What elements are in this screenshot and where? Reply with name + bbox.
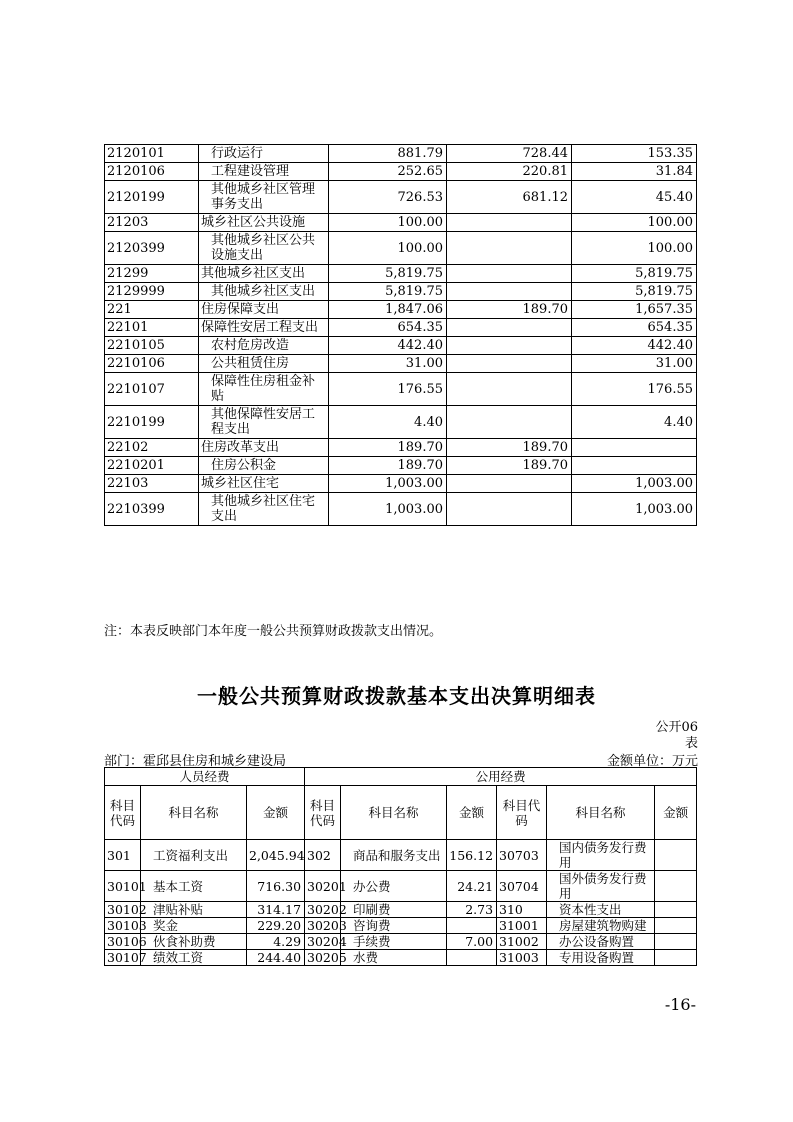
cell-n3: 办公设备购置: [547, 934, 655, 950]
cell-a2: 24.21: [447, 871, 497, 902]
cell-a1: 2,045.94: [247, 840, 305, 871]
cell-basic: 189.70: [447, 439, 572, 457]
cell-total: 654.35: [329, 319, 447, 337]
cell-n2: 商品和服务支出: [341, 840, 447, 871]
cell-project: 45.40: [572, 181, 697, 214]
cell-c1: 30101: [105, 871, 141, 902]
cell-a2: 2.73: [447, 902, 497, 918]
header-code-a: 科目代码: [105, 786, 141, 840]
cell-total: 1,847.06: [329, 301, 447, 319]
cell-a3: [655, 871, 697, 902]
cell-name: 城乡社区住宅: [199, 475, 329, 493]
cell-c3: 31003: [497, 950, 547, 966]
basic-expenditure-table-body: [105, 768, 697, 966]
table-row: [105, 145, 697, 163]
cell-n2: 手续费: [341, 934, 447, 950]
cell-basic: [447, 283, 572, 301]
cell-code: 2120101: [105, 145, 199, 163]
cell-a3: [655, 840, 697, 871]
cell-project: 442.40: [572, 337, 697, 355]
cell-basic: [447, 265, 572, 283]
page-number: -16-: [664, 995, 696, 1014]
cell-name: 住房保障支出: [199, 301, 329, 319]
cell-code: 22103: [105, 475, 199, 493]
cell-c3: 30704: [497, 871, 547, 902]
cell-a2: [447, 950, 497, 966]
table-row: [105, 475, 697, 493]
cell-total: 189.70: [329, 439, 447, 457]
cell-project: 31.84: [572, 163, 697, 181]
cell-project: 100.00: [572, 214, 697, 232]
cell-project: 4.40: [572, 406, 697, 439]
cell-name: 其他城乡社区公共设施支出: [199, 232, 329, 265]
column-header-row: [105, 786, 697, 840]
cell-c3: 30703: [497, 840, 547, 871]
cell-c1: 30103: [105, 918, 141, 934]
basic-expenditure-table: [104, 767, 697, 966]
cell-basic: [447, 373, 572, 406]
cell-c3: 310: [497, 902, 547, 918]
table-row: [105, 902, 697, 918]
cell-n1: 伙食补助费: [141, 934, 247, 950]
cell-name: 住房改革支出: [199, 439, 329, 457]
form-code-suffix: 表: [684, 736, 698, 751]
cell-basic: [447, 232, 572, 265]
cell-total: 189.70: [329, 457, 447, 475]
cell-c2: 30202: [305, 902, 341, 918]
cell-a2: 156.12: [447, 840, 497, 871]
cell-n1: 工资福利支出: [141, 840, 247, 871]
cell-project: 1,003.00: [572, 475, 697, 493]
cell-code: 21203: [105, 214, 199, 232]
cell-total: 442.40: [329, 337, 447, 355]
cell-name: 其他城乡社区支出: [199, 265, 329, 283]
cell-c2: 302: [305, 840, 341, 871]
table-note: 注：本表反映部门本年度一般公共预算财政拨款支出情况。: [104, 624, 443, 639]
cell-a1: 314.17: [247, 902, 305, 918]
cell-total: 726.53: [329, 181, 447, 214]
header-amount-c: 金额: [655, 786, 697, 840]
cell-n1: 奖金: [141, 918, 247, 934]
table-row: [105, 457, 697, 475]
table-row: [105, 439, 697, 457]
cell-a3: [655, 934, 697, 950]
cell-n2: 办公费: [341, 871, 447, 902]
unit-label: 金额单位：万元: [606, 754, 698, 769]
table-row: [105, 840, 697, 871]
cell-name: 公共租赁住房: [199, 355, 329, 373]
cell-c2: 30203: [305, 918, 341, 934]
cell-c3: 31001: [497, 918, 547, 934]
cell-n1: 基本工资: [141, 871, 247, 902]
cell-n2: 咨询费: [341, 918, 447, 934]
cell-code: 2210399: [105, 493, 199, 526]
table-row: [105, 950, 697, 966]
cell-name: 其他城乡社区管理事务支出: [199, 181, 329, 214]
cell-project: 100.00: [572, 232, 697, 265]
cell-basic: 681.12: [447, 181, 572, 214]
cell-code: 2210199: [105, 406, 199, 439]
cell-basic: [447, 319, 572, 337]
cell-total: 1,003.00: [329, 475, 447, 493]
table-row: [105, 265, 697, 283]
table-row: [105, 337, 697, 355]
form-code: 公开06: [655, 720, 698, 735]
cell-basic: 728.44: [447, 145, 572, 163]
cell-total: 881.79: [329, 145, 447, 163]
cell-a2: 7.00: [447, 934, 497, 950]
cell-basic: [447, 475, 572, 493]
cell-a3: [655, 918, 697, 934]
cell-basic: [447, 406, 572, 439]
cell-c2: 30201: [305, 871, 341, 902]
header-code-b: 科目代码: [305, 786, 341, 840]
cell-basic: [447, 337, 572, 355]
table-row: [105, 493, 697, 526]
cell-name: 农村危房改造: [199, 337, 329, 355]
cell-name: 其他城乡社区住宅支出: [199, 493, 329, 526]
cell-n3: 房屋建筑物购建: [547, 918, 655, 934]
cell-c3: 31002: [497, 934, 547, 950]
cell-basic: 220.81: [447, 163, 572, 181]
cell-n1: 绩效工资: [141, 950, 247, 966]
cell-project: 31.00: [572, 355, 697, 373]
cell-name: 保障性住房租金补贴: [199, 373, 329, 406]
cell-code: 2210105: [105, 337, 199, 355]
cell-basic: [447, 355, 572, 373]
header-amount-b: 金额: [447, 786, 497, 840]
table-row: [105, 181, 697, 214]
cell-code: 22101: [105, 319, 199, 337]
cell-name: 城乡社区公共设施: [199, 214, 329, 232]
table-row: [105, 355, 697, 373]
cell-n3: 国内债务发行费用: [547, 840, 655, 871]
cell-a1: 244.40: [247, 950, 305, 966]
cell-n2: 印刷费: [341, 902, 447, 918]
table-row: [105, 301, 697, 319]
cell-basic: 189.70: [447, 301, 572, 319]
cell-total: 5,819.75: [329, 283, 447, 301]
cell-a1: 716.30: [247, 871, 305, 902]
cell-name: 工程建设管理: [199, 163, 329, 181]
cell-a2: [447, 918, 497, 934]
cell-c1: 301: [105, 840, 141, 871]
cell-code: 2210106: [105, 355, 199, 373]
cell-c2: 30205: [305, 950, 341, 966]
table-row: [105, 232, 697, 265]
cell-code: 221: [105, 301, 199, 319]
expenditure-table-body: [105, 145, 697, 526]
table-row: [105, 319, 697, 337]
cell-total: 4.40: [329, 406, 447, 439]
table-row: [105, 918, 697, 934]
cell-code: 2120199: [105, 181, 199, 214]
cell-a3: [655, 902, 697, 918]
cell-project: [572, 439, 697, 457]
section-title: 一般公共预算财政拨款基本支出决算明细表: [197, 684, 596, 708]
group-header-row: [105, 768, 697, 786]
cell-basic: 189.70: [447, 457, 572, 475]
cell-name: 行政运行: [199, 145, 329, 163]
cell-a3: [655, 950, 697, 966]
cell-basic: [447, 214, 572, 232]
department-label: 部门：霍邱县住房和城乡建设局: [104, 754, 287, 769]
cell-total: 176.55: [329, 373, 447, 406]
header-code-c: 科目代码: [497, 786, 547, 840]
cell-project: 153.35: [572, 145, 697, 163]
cell-n1: 津贴补贴: [141, 902, 247, 918]
table-row: [105, 163, 697, 181]
cell-name: 其他城乡社区支出: [199, 283, 329, 301]
group-public-header: 公用经费: [305, 768, 697, 786]
cell-project: 1,003.00: [572, 493, 697, 526]
cell-project: 1,657.35: [572, 301, 697, 319]
cell-total: 252.65: [329, 163, 447, 181]
cell-project: [572, 457, 697, 475]
table-row: [105, 406, 697, 439]
cell-total: 100.00: [329, 214, 447, 232]
cell-code: 2120399: [105, 232, 199, 265]
cell-a1: 229.20: [247, 918, 305, 934]
table-row: [105, 934, 697, 950]
cell-name: 其他保障性安居工程支出: [199, 406, 329, 439]
expenditure-table: [104, 144, 697, 526]
table-row: [105, 283, 697, 301]
cell-n3: 资本性支出: [547, 902, 655, 918]
group-personnel-header: 人员经费: [105, 768, 305, 786]
cell-n2: 水费: [341, 950, 447, 966]
cell-total: 31.00: [329, 355, 447, 373]
cell-project: 176.55: [572, 373, 697, 406]
cell-c1: 30107: [105, 950, 141, 966]
cell-name: 保障性安居工程支出: [199, 319, 329, 337]
cell-code: 2120106: [105, 163, 199, 181]
cell-basic: [447, 493, 572, 526]
cell-total: 100.00: [329, 232, 447, 265]
cell-project: 654.35: [572, 319, 697, 337]
header-name-a: 科目名称: [141, 786, 247, 840]
cell-code: 2210107: [105, 373, 199, 406]
cell-c2: 30204: [305, 934, 341, 950]
cell-n3: 专用设备购置: [547, 950, 655, 966]
cell-c1: 30102: [105, 902, 141, 918]
table-row: [105, 214, 697, 232]
header-name-b: 科目名称: [341, 786, 447, 840]
cell-c1: 30106: [105, 934, 141, 950]
cell-code: 2129999: [105, 283, 199, 301]
cell-n3: 国外债务发行费用: [547, 871, 655, 902]
cell-a1: 4.29: [247, 934, 305, 950]
table-row: [105, 373, 697, 406]
cell-total: 5,819.75: [329, 265, 447, 283]
cell-total: 1,003.00: [329, 493, 447, 526]
table-row: [105, 871, 697, 902]
cell-code: 22102: [105, 439, 199, 457]
cell-name: 住房公积金: [199, 457, 329, 475]
cell-project: 5,819.75: [572, 283, 697, 301]
header-amount-a: 金额: [247, 786, 305, 840]
header-name-c: 科目名称: [547, 786, 655, 840]
cell-code: 21299: [105, 265, 199, 283]
cell-project: 5,819.75: [572, 265, 697, 283]
cell-code: 2210201: [105, 457, 199, 475]
